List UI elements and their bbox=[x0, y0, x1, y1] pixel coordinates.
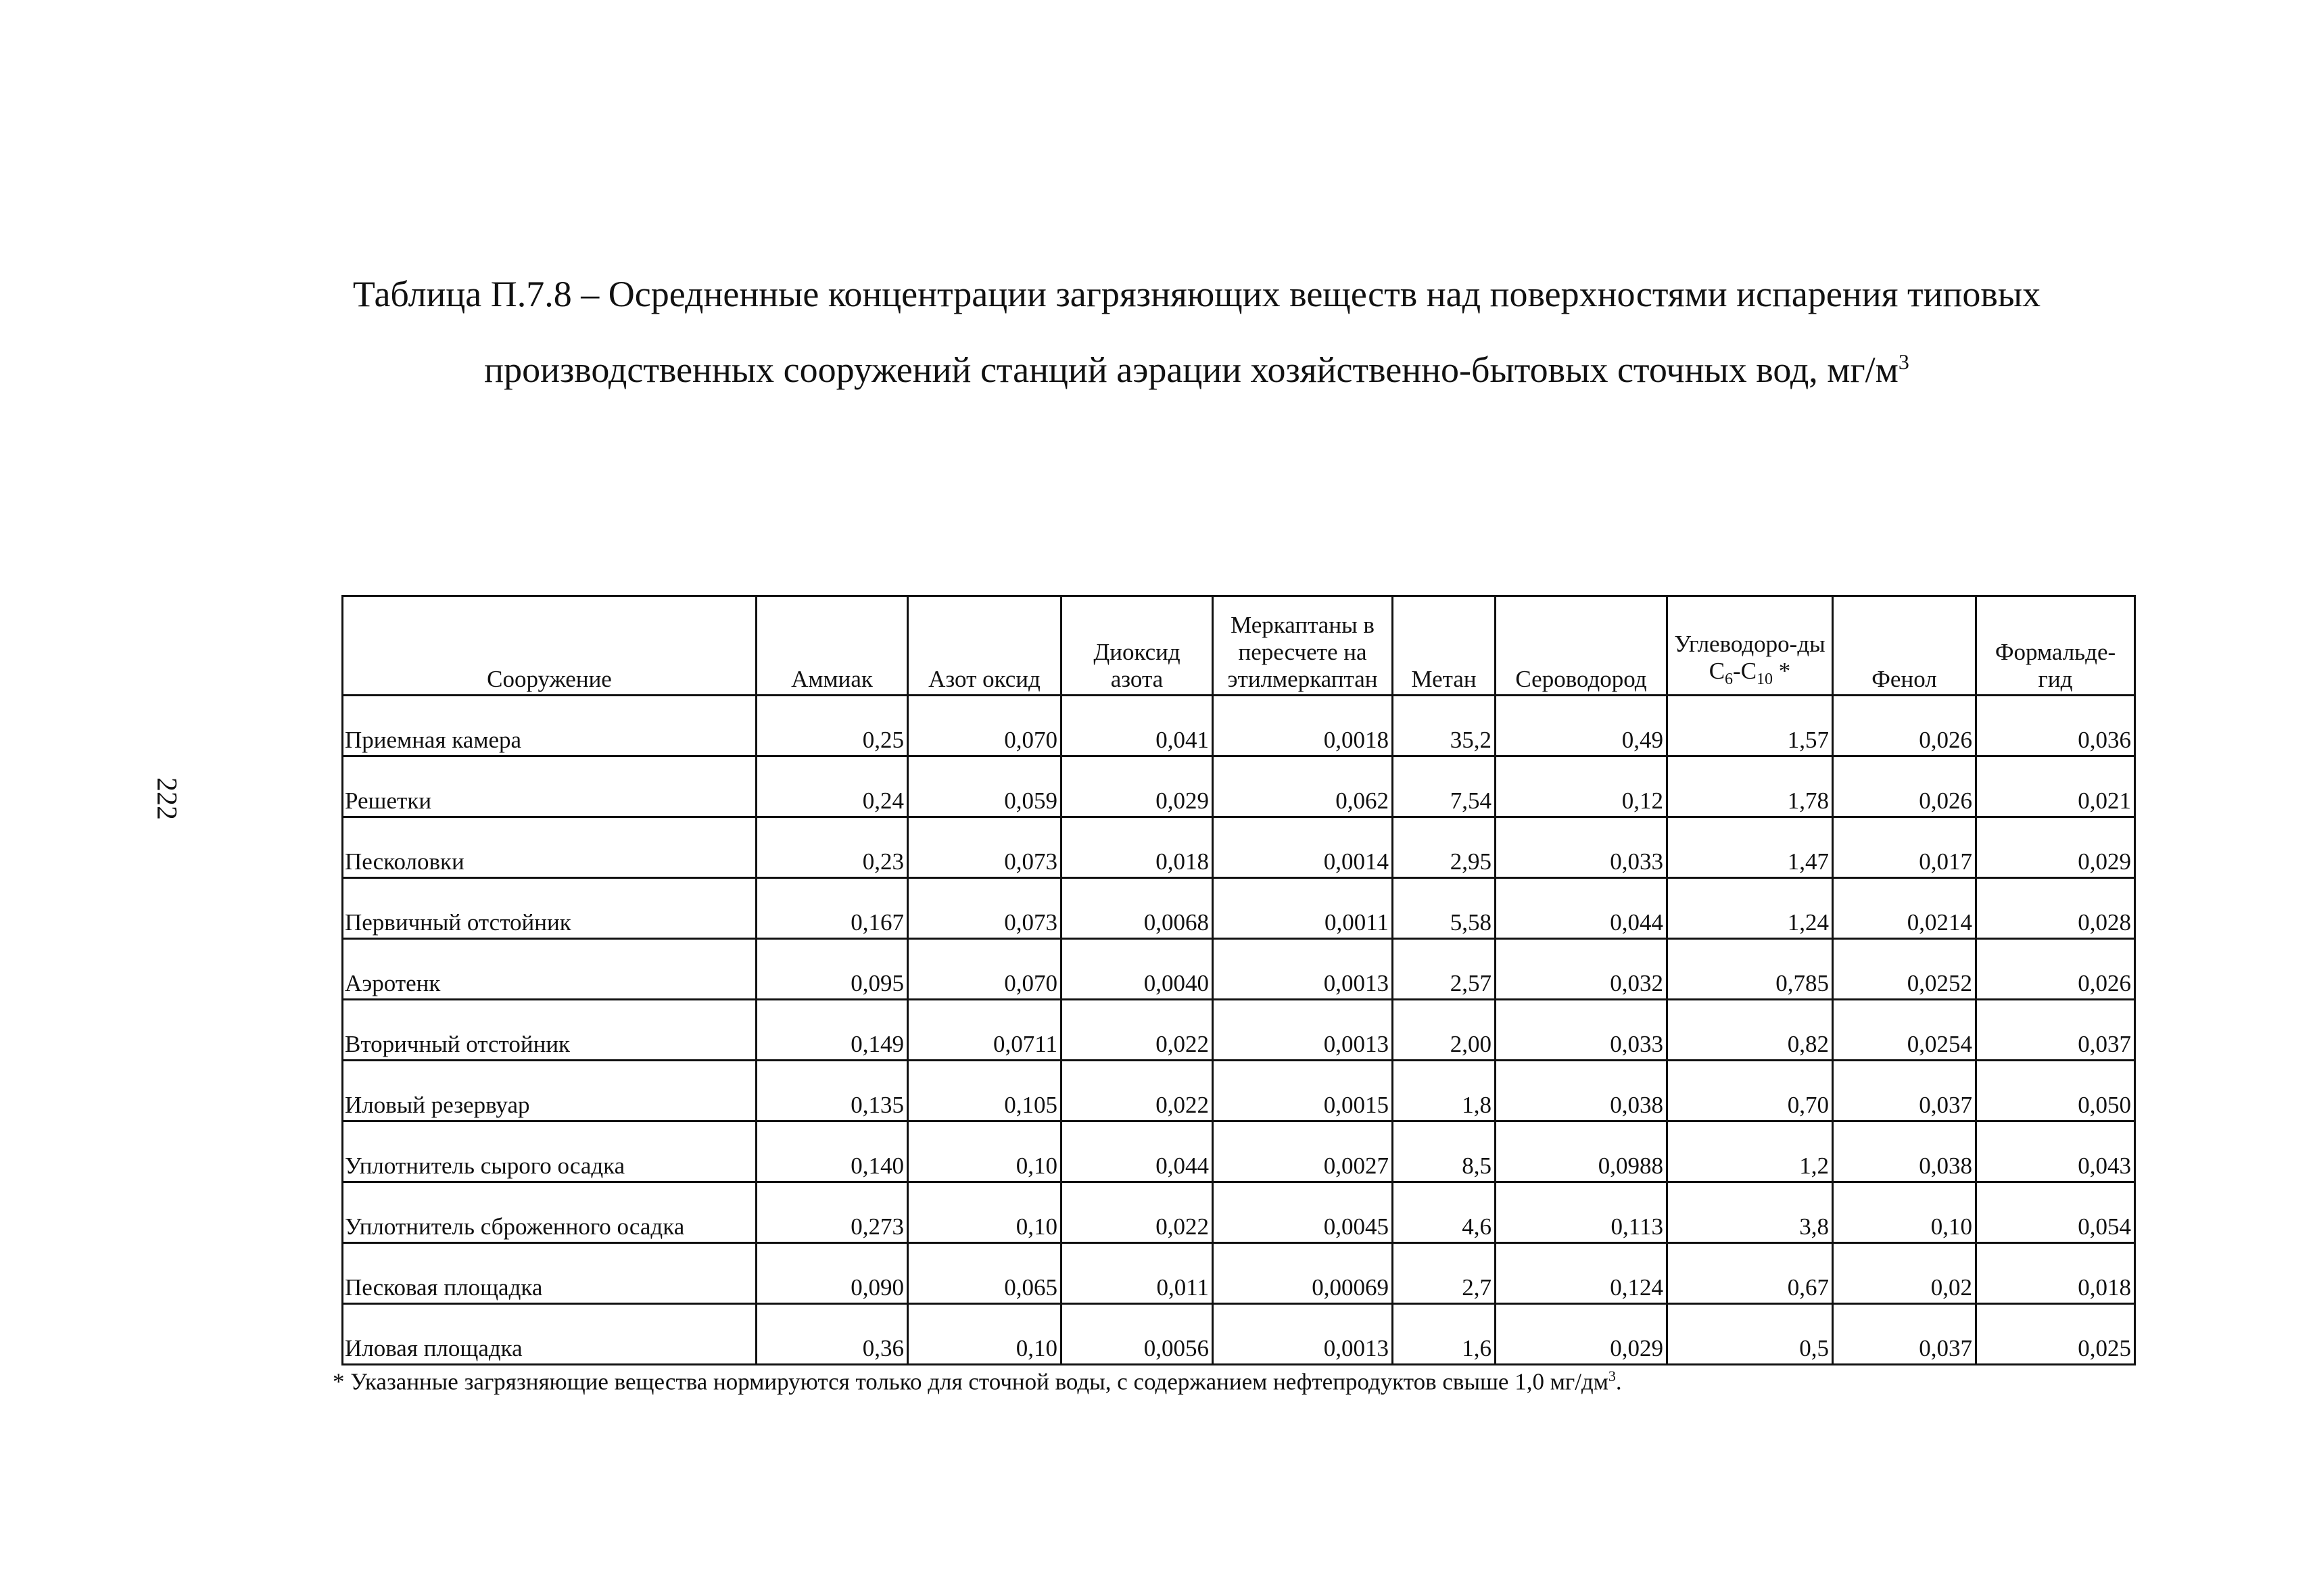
value-cell: 0,10 bbox=[908, 1121, 1061, 1182]
value-cell: 2,00 bbox=[1393, 1000, 1496, 1061]
value-cell: 0,149 bbox=[757, 1000, 908, 1061]
table-row bbox=[343, 817, 2135, 878]
value-cell: 0,10 bbox=[908, 1182, 1061, 1243]
value-cell: 0,124 bbox=[1496, 1243, 1667, 1304]
facility-name-cell: Решетки bbox=[343, 756, 757, 817]
value-cell: 0,038 bbox=[1496, 1061, 1667, 1121]
facility-name-cell: Песковая площадка bbox=[343, 1243, 757, 1304]
value-cell: 0,026 bbox=[1976, 939, 2135, 1000]
header-hydrocarbons-sub1: 6 bbox=[1725, 671, 1734, 688]
value-cell: 0,026 bbox=[1833, 696, 1976, 756]
footnote-text: * Указанные загрязняющие вещества нормируются только для сточной воды, с содержанием нефтепродуктов свыше 1,0 мг/дм bbox=[333, 1368, 1608, 1395]
value-cell: 0,10 bbox=[1833, 1182, 1976, 1243]
header-hydrogen-sulfide: Сероводород bbox=[1496, 596, 1667, 696]
value-cell: 0,033 bbox=[1496, 817, 1667, 878]
value-cell: 0,037 bbox=[1833, 1304, 1976, 1365]
value-cell: 0,0015 bbox=[1213, 1061, 1393, 1121]
facility-name-cell: Вторичный отстойник bbox=[343, 1000, 757, 1061]
table-row bbox=[343, 1304, 2135, 1365]
table-row bbox=[343, 1000, 2135, 1061]
value-cell: 0,065 bbox=[908, 1243, 1061, 1304]
table-row bbox=[343, 1182, 2135, 1243]
header-nitrogen-oxide: Азот оксид bbox=[908, 596, 1061, 696]
value-cell: 0,70 bbox=[1667, 1061, 1833, 1121]
value-cell: 0,043 bbox=[1976, 1121, 2135, 1182]
value-cell: 0,273 bbox=[757, 1182, 908, 1243]
table-row bbox=[343, 1061, 2135, 1121]
value-cell: 0,02 bbox=[1833, 1243, 1976, 1304]
value-cell: 0,0056 bbox=[1061, 1304, 1213, 1365]
value-cell: 4,6 bbox=[1393, 1182, 1496, 1243]
header-phenol: Фенол bbox=[1833, 596, 1976, 696]
table-row bbox=[343, 939, 2135, 1000]
header-facility: Сооружение bbox=[343, 596, 757, 696]
table-row bbox=[343, 1121, 2135, 1182]
table-row bbox=[343, 756, 2135, 817]
value-cell: 0,5 bbox=[1667, 1304, 1833, 1365]
value-cell: 0,0013 bbox=[1213, 1304, 1393, 1365]
title-line-2-text: производственных сооружений станций аэрации хозяйственно-бытовых сточных вод, мг/м bbox=[484, 349, 1899, 390]
value-cell: 0,018 bbox=[1061, 817, 1213, 878]
header-mercaptans: Меркаптаны в пересчете на этилмеркаптан bbox=[1213, 596, 1393, 696]
value-cell: 0,017 bbox=[1833, 817, 1976, 878]
value-cell: 0,140 bbox=[757, 1121, 908, 1182]
value-cell: 1,8 bbox=[1393, 1061, 1496, 1121]
value-cell: 1,6 bbox=[1393, 1304, 1496, 1365]
header-hydrocarbons-prefix: Углеводоро-ды С bbox=[1674, 631, 1825, 684]
value-cell: 0,021 bbox=[1976, 756, 2135, 817]
title-unit-sup: 3 bbox=[1898, 349, 1909, 374]
value-cell: 0,0214 bbox=[1833, 878, 1976, 939]
value-cell: 35,2 bbox=[1393, 696, 1496, 756]
table-row bbox=[343, 878, 2135, 939]
value-cell: 2,7 bbox=[1393, 1243, 1496, 1304]
value-cell: 0,029 bbox=[1976, 817, 2135, 878]
value-cell: 0,0027 bbox=[1213, 1121, 1393, 1182]
value-cell: 0,090 bbox=[757, 1243, 908, 1304]
page-number: 222 bbox=[151, 777, 182, 820]
value-cell: 0,054 bbox=[1976, 1182, 2135, 1243]
facility-name-cell: Песколовки bbox=[343, 817, 757, 878]
value-cell: 0,10 bbox=[908, 1304, 1061, 1365]
header-methane: Метан bbox=[1393, 596, 1496, 696]
value-cell: 3,8 bbox=[1667, 1182, 1833, 1243]
value-cell: 0,033 bbox=[1496, 1000, 1667, 1061]
table-title bbox=[284, 260, 2109, 404]
value-cell: 0,038 bbox=[1833, 1121, 1976, 1182]
value-cell: 2,95 bbox=[1393, 817, 1496, 878]
value-cell: 7,54 bbox=[1393, 756, 1496, 817]
facility-name-cell: Аэротенк bbox=[343, 939, 757, 1000]
value-cell: 0,67 bbox=[1667, 1243, 1833, 1304]
value-cell: 1,47 bbox=[1667, 817, 1833, 878]
value-cell: 0,49 bbox=[1496, 696, 1667, 756]
header-hydrocarbons-sub2: 10 bbox=[1757, 671, 1773, 688]
value-cell: 0,070 bbox=[908, 696, 1061, 756]
value-cell: 1,78 bbox=[1667, 756, 1833, 817]
value-cell: 8,5 bbox=[1393, 1121, 1496, 1182]
value-cell: 0,011 bbox=[1061, 1243, 1213, 1304]
value-cell: 0,059 bbox=[908, 756, 1061, 817]
value-cell: 0,037 bbox=[1833, 1061, 1976, 1121]
value-cell: 0,070 bbox=[908, 939, 1061, 1000]
value-cell: 0,073 bbox=[908, 878, 1061, 939]
facility-name-cell: Уплотнитель сброженного осадка bbox=[343, 1182, 757, 1243]
value-cell: 1,2 bbox=[1667, 1121, 1833, 1182]
header-hydrocarbons-suffix: * bbox=[1773, 658, 1791, 684]
header-formaldehyde: Формальде-гид bbox=[1976, 596, 2135, 696]
value-cell: 0,095 bbox=[757, 939, 908, 1000]
value-cell: 0,23 bbox=[757, 817, 908, 878]
value-cell: 0,0045 bbox=[1213, 1182, 1393, 1243]
value-cell: 0,0988 bbox=[1496, 1121, 1667, 1182]
value-cell: 0,113 bbox=[1496, 1182, 1667, 1243]
header-nitrogen-dioxide: Диоксид азота bbox=[1061, 596, 1213, 696]
facility-name-cell: Первичный отстойник bbox=[343, 878, 757, 939]
value-cell: 0,050 bbox=[1976, 1061, 2135, 1121]
value-cell: 0,028 bbox=[1976, 878, 2135, 939]
value-cell: 0,062 bbox=[1213, 756, 1393, 817]
value-cell: 0,022 bbox=[1061, 1061, 1213, 1121]
value-cell: 0,0018 bbox=[1213, 696, 1393, 756]
value-cell: 2,57 bbox=[1393, 939, 1496, 1000]
table-body bbox=[343, 696, 2135, 1365]
value-cell: 0,0252 bbox=[1833, 939, 1976, 1000]
facility-name-cell: Иловая площадка bbox=[343, 1304, 757, 1365]
facility-name-cell: Приемная камера bbox=[343, 696, 757, 756]
header-hydrocarbons bbox=[1667, 596, 1833, 696]
footnote bbox=[333, 1368, 1622, 1396]
value-cell: 0,0068 bbox=[1061, 878, 1213, 939]
value-cell: 0,0014 bbox=[1213, 817, 1393, 878]
value-cell: 0,135 bbox=[757, 1061, 908, 1121]
value-cell: 0,0013 bbox=[1213, 939, 1393, 1000]
value-cell: 0,025 bbox=[1976, 1304, 2135, 1365]
table-row bbox=[343, 1243, 2135, 1304]
value-cell: 0,044 bbox=[1061, 1121, 1213, 1182]
value-cell: 0,0040 bbox=[1061, 939, 1213, 1000]
value-cell: 0,105 bbox=[908, 1061, 1061, 1121]
value-cell: 0,0013 bbox=[1213, 1000, 1393, 1061]
value-cell: 0,026 bbox=[1833, 756, 1976, 817]
value-cell: 0,022 bbox=[1061, 1182, 1213, 1243]
value-cell: 0,037 bbox=[1976, 1000, 2135, 1061]
value-cell: 0,044 bbox=[1496, 878, 1667, 939]
value-cell: 0,036 bbox=[1976, 696, 2135, 756]
header-ammonia: Аммиак bbox=[757, 596, 908, 696]
value-cell: 0,0011 bbox=[1213, 878, 1393, 939]
value-cell: 0,022 bbox=[1061, 1000, 1213, 1061]
facility-name-cell: Иловый резервуар bbox=[343, 1061, 757, 1121]
value-cell: 0,167 bbox=[757, 878, 908, 939]
header-hydrocarbons-mid: -С bbox=[1733, 658, 1757, 684]
value-cell: 0,82 bbox=[1667, 1000, 1833, 1061]
facility-name-cell: Уплотнитель сырого осадка bbox=[343, 1121, 757, 1182]
value-cell: 0,073 bbox=[908, 817, 1061, 878]
value-cell: 1,57 bbox=[1667, 696, 1833, 756]
value-cell: 0,029 bbox=[1496, 1304, 1667, 1365]
value-cell: 0,018 bbox=[1976, 1243, 2135, 1304]
value-cell: 0,041 bbox=[1061, 696, 1213, 756]
value-cell: 0,032 bbox=[1496, 939, 1667, 1000]
title-line-2 bbox=[284, 328, 2109, 404]
value-cell: 5,58 bbox=[1393, 878, 1496, 939]
value-cell: 0,029 bbox=[1061, 756, 1213, 817]
value-cell: 0,12 bbox=[1496, 756, 1667, 817]
value-cell: 0,36 bbox=[757, 1304, 908, 1365]
value-cell: 0,0711 bbox=[908, 1000, 1061, 1061]
value-cell: 0,0254 bbox=[1833, 1000, 1976, 1061]
value-cell: 0,25 bbox=[757, 696, 908, 756]
value-cell: 1,24 bbox=[1667, 878, 1833, 939]
value-cell: 0,785 bbox=[1667, 939, 1833, 1000]
value-cell: 0,00069 bbox=[1213, 1243, 1393, 1304]
value-cell: 0,24 bbox=[757, 756, 908, 817]
footnote-sup: 3 bbox=[1608, 1368, 1616, 1384]
footnote-end: . bbox=[1615, 1368, 1622, 1395]
table-row bbox=[343, 696, 2135, 756]
title-line-1: Таблица П.7.8 – Осредненные концентрации загрязняющих веществ над поверхностями испарения типовых bbox=[352, 274, 2041, 314]
concentration-table bbox=[341, 595, 2136, 1365]
header-row bbox=[343, 596, 2135, 696]
